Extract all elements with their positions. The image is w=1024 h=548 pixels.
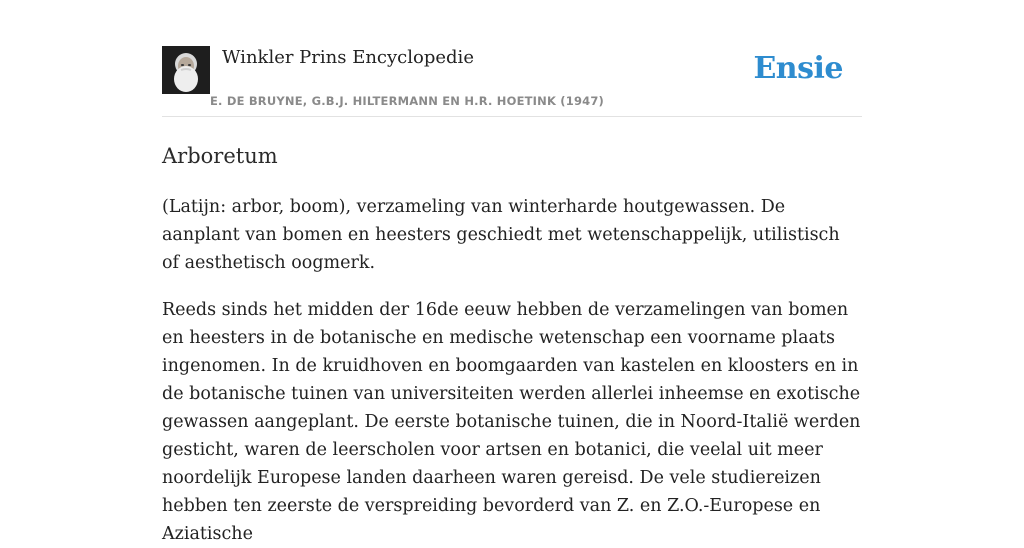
source-authors: E. DE BRUYNE, G.B.J. HILTERMANN EN H.R. HOETINK (1947) (210, 94, 605, 108)
author-portrait-icon (162, 46, 210, 94)
content-container (162, 46, 862, 548)
article-title: Arboretum (162, 144, 278, 168)
brand-logo[interactable]: Ensie (753, 51, 843, 86)
page-header (162, 46, 862, 117)
author-avatar[interactable] (162, 46, 210, 94)
article-paragraph-2: Reeds sinds het midden der 16de eeuw hebben de verzamelingen van bomen en heesters in de botanische en medische wetenschap een voorname plaats ingenomen. In de kruidhoven en boomgaarden van kastelen en kloosters en in de botanische tuinen van universiteiten werden allerlei inheemse en exotische gewassen aangeplant. De eerste botanische tuinen, die in Noord-Italië werden gesticht, waren de leerscholen voor artsen en botanici, die veelal uit meer noordelijk Europese landen daarheen waren gereisd. De vele studiereizen hebben ten zeerste de verspreiding bevorderd van Z. en Z.O.-Europese en Aziatische (162, 300, 861, 544)
source-title[interactable]: Winkler Prins Encyclopedie (222, 47, 474, 68)
article-paragraph-1: (Latijn: arbor, boom), verzameling van winterharde houtgewassen. De aanplant van bomen en heesters geschiedt met wetenschappelijk, utilistisch of aesthetisch oogmerk. (162, 197, 840, 273)
